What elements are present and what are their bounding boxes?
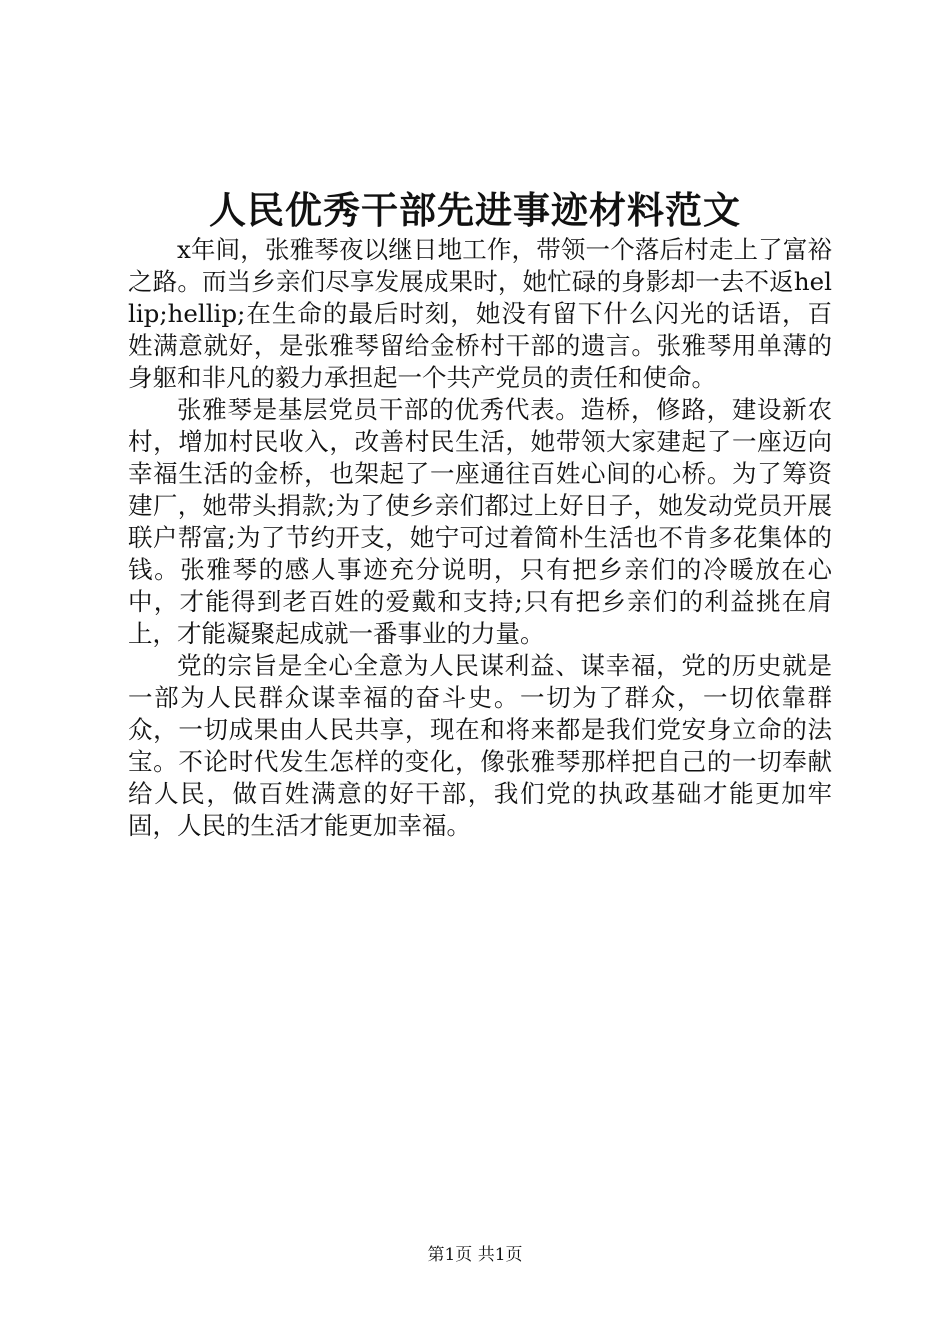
paragraph-3: 党的宗旨是全心全意为人民谋利益、谋幸福，党的历史就是一部为人民群众谋幸福的奋斗史。一切为了群众，一切依靠群众，一切成果由人民共享，现在和将来都是我们党安身立命的法宝。不论时代发生怎样的变化，像张雅琴那样把自己的一切奉献给人民，做百姓满意的好干部，我们党的执政基础才能更加牢固，人民的生活才能更加幸福。 [128,651,832,840]
document-body [128,234,832,842]
page-number-footer: 第1页 共1页 [427,1245,523,1265]
paragraph-1: x年间，张雅琴夜以继日地工作，带领一个落后村走上了富裕之路。而当乡亲们尽享发展成果时，她忙碌的身影却一去不返hellip;hellip;在生命的最后时刻，她没有留下什么闪光的话语，百姓满意就好，是张雅琴留给金桥村干部的遗言。张雅琴用单薄的身躯和非凡的毅力承担起一个共产党员的责任和使命。 [128,235,832,392]
paragraph-2: 张雅琴是基层党员干部的优秀代表。造桥，修路，建设新农村，增加村民收入，改善村民生活，她带领大家建起了一座迈向幸福生活的金桥，也架起了一座通往百姓心间的心桥。为了筹资建厂，她带头捐款;为了使乡亲们都过上好日子，她发动党员开展联户帮富;为了节约开支，她宁可过着简朴生活也不肯多花集体的钱。张雅琴的感人事迹充分说明，只有把乡亲们的冷暖放在心中，才能得到老百姓的爱戴和支持;只有把乡亲们的利益挑在肩上，才能凝聚起成就一番事业的力量。 [128,395,832,648]
document-title: 人民优秀干部先进事迹材料范文 [209,188,741,232]
